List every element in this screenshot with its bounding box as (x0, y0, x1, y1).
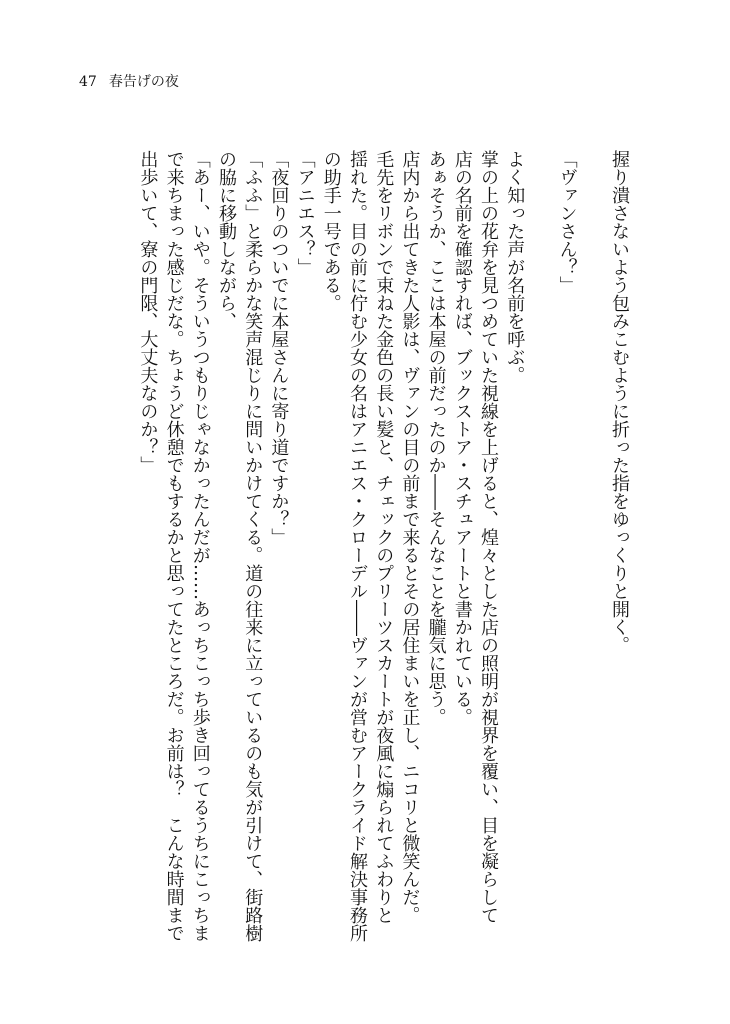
text-line: で来ちまった感じだな。ちょうど休憩でもするかと思ってたところだ。お前は？ こんな時間まで (163, 150, 185, 942)
page-number: 47 (79, 74, 97, 90)
text-line: 店内から出てきた人影は、ヴァンの目の前まで来るとその居住まいを正し、ニコリと微笑んだ。 (399, 150, 421, 924)
text-line: 「アニエス？」 (294, 150, 316, 276)
blank-line (527, 150, 553, 960)
page-header (79, 72, 179, 92)
text-line: 「ヴァンさん？」 (556, 150, 578, 294)
vertical-body-text (134, 150, 632, 960)
text-line: の助手一号である。 (320, 150, 342, 312)
text-line: 出歩いて、寮の門限、大丈夫なのか？」 (137, 150, 159, 474)
text-line: 店の名前を確認すれば、ブックストア・スチュアートと書かれている。 (451, 150, 473, 726)
text-line: よく知った声が名前を呼ぶ。 (504, 150, 526, 384)
text-line: 掌の上の花弁を見つめていた視線を上げると、煌々とした店の照明が視界を覆い、目を凝らして (478, 150, 500, 924)
text-line: の脇に移動しながら、 (215, 150, 237, 330)
text-line: 握り潰さないよう包みこむように折った指をゆっくりと開く。 (609, 150, 630, 654)
text-line: 毛先をリボンで束ねた金色の長い髪と、チェックのプリーツスカートが夜風に煽られてふわりと (373, 150, 395, 924)
text-line: 「ふふ」と柔らかな笑声混じりに問いかけてくる。道の往来に立っているのも気が引けて、街路樹 (242, 150, 264, 942)
blank-line (580, 150, 606, 960)
text-line: 揺れた。目の前に佇む少女の名はアニエス・クローデル――ヴァンが営むアークライド解決事務所 (347, 150, 368, 942)
text-line: 「あー、いや。そういうつもりじゃなかったんだが……あっちこっち歩き回ってるうちにこっちま (189, 150, 211, 942)
text-line: 「夜回りのついでに本屋さんに寄り道ですか？」 (268, 150, 290, 546)
chapter-title: 春告げの夜 (108, 74, 179, 90)
text-line: あぁそうか、ここは本屋の前だったのか――そんなことを朧気に思う。 (425, 150, 447, 726)
